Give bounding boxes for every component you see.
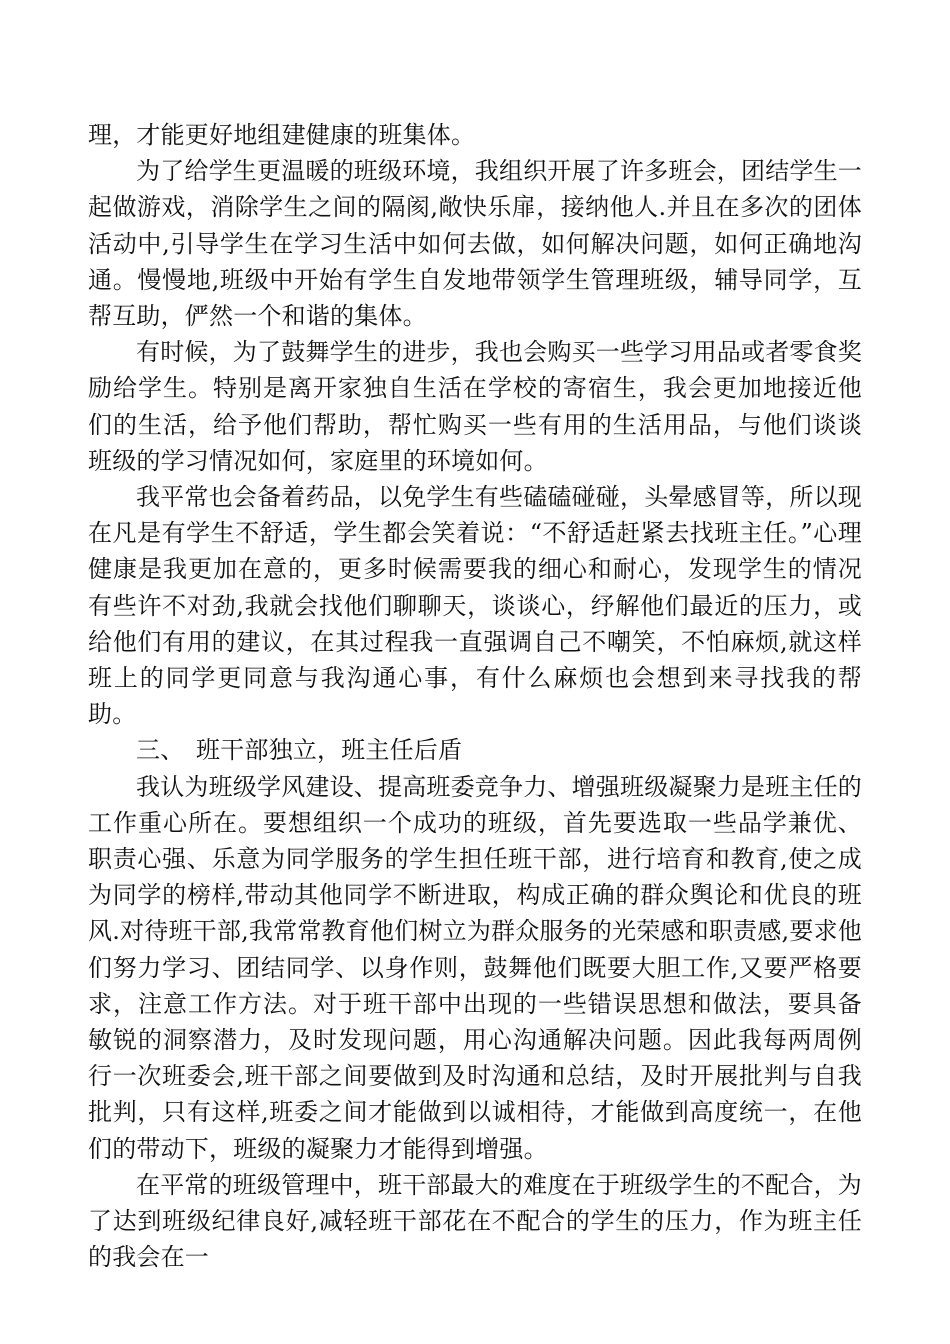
paragraph-management: 在平常的班级管理中，班干部最大的难度在于班级学生的不配合，为了达到班级纪律良好,减轻班干部花在不配合的学生的压力，作为班主任的我会在一 [88,1170,862,1272]
document-page [88,117,862,1276]
paragraph-rewards: 有时候，为了鼓舞学生的进步，我也会购买一些学习用品或者零食奖励给学生。特别是离开家独自生活在学校的寄宿生，我会更加地接近他们的生活，给予他们帮助，帮忙购买一些有用的生活用品，与他们谈谈班级的学习情况如何，家庭里的环境如何。 [88,338,862,475]
section-heading [88,732,862,768]
section-heading-number: 三、 [136,736,185,765]
paragraph-continuation: 理，才能更好地组建健康的班集体。 [88,121,476,149]
paragraph-care: 我平常也会备着药品，以免学生有些磕磕碰碰，头晕感冒等，所以现在凡是有学生不舒适，学生都会笑着说：“不舒适赶紧去找班主任。”心理健康是我更加在意的，更多时候需要我的细心和耐心，发现学生的情况有些许不对劲,我就会找他们聊聊天，谈谈心，纾解他们最近的压力，或给他们有用的建议，在其过程我一直强调自己不嘲笑，不怕麻烦,就这样班上的同学更同意与我沟通心事，有什么麻烦也会想到来寻找我的帮助。 [88,483,862,729]
section-heading-text: 班干部独立，班主任后盾 [196,736,463,765]
paragraph-class-activities: 为了给学生更温暖的班级环境，我组织开展了许多班会，团结学生一起做游戏，消除学生之间的隔阂,敞快乐扉，接纳他人.并且在多次的团体活动中,引导学生在学习生活中如何去做，如何解决问题，如何正确地沟通。慢慢地,班级中开始有学生自发地带领学生管理班级，辅导同学，互帮互助，俨然一个和谐的集体。 [88,157,862,331]
paragraph-class-cadres: 我认为班级学风建设、提高班委竞争力、增强班级凝聚力是班主任的工作重心所在。要想组织一个成功的班级，首先要选取一些品学兼优、职责心强、乐意为同学服务的学生担任班干部，进行培育和教育,使之成为同学的榜样,带动其他同学不断进取，构成正确的群众舆论和优良的班风.对待班干部,我常常教育他们树立为群众服务的光荣感和职责感,要求他们努力学习、团结同学、以身作则，鼓舞他们既要大胆工作,又要严格要求，注意工作方法。对于班干部中出现的一些错误思想和做法，要具备敏锐的洞察潜力，及时发现问题，用心沟通解决问题。因此我每两周例行一次班委会,班干部之间要做到及时沟通和总结，及时开展批判与自我批判，只有这样,班委之间才能做到以诚相待，才能做到高度统一，在他们的带动下，班级的凝聚力才能得到增强。 [88,772,862,1163]
